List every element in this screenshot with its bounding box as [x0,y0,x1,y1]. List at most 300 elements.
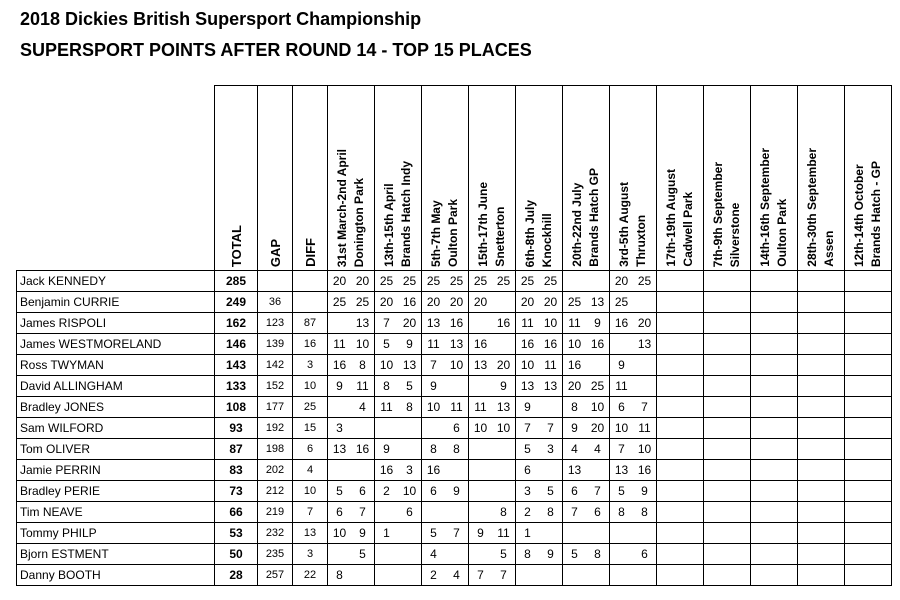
rider-diff: 25 [293,397,328,418]
rider-total: 28 [215,565,258,586]
round-points-cell [798,292,845,313]
race-points: 10 [332,526,347,540]
round-dates: 31st March-2nd April [335,148,349,267]
round-points-cell [375,397,422,418]
rider-row [17,376,892,397]
round-points-cell [845,439,892,460]
round-points-cell [751,439,798,460]
round-points-cell [375,544,422,565]
round-points-cell [516,418,563,439]
race-points: 20 [496,358,511,372]
race-points: 25 [637,274,652,288]
round-points-cell [375,334,422,355]
race-points: 1 [383,526,390,540]
round-points-cell [563,334,610,355]
race-points: 13 [543,379,558,393]
race-points: 25 [590,379,605,393]
round-points-cell [563,460,610,481]
round-points-cell [704,313,751,334]
race-points: 9 [359,526,366,540]
rider-total: 53 [215,523,258,544]
round-points-cell [328,271,375,292]
round-points-cell [610,355,657,376]
round-header [422,86,469,271]
rider-diff [293,271,328,292]
round-points-cell [751,271,798,292]
race-points: 8 [594,547,601,561]
rider-row [17,481,892,502]
round-points-cell [422,334,469,355]
round-points-cell [328,565,375,586]
round-points-cell [516,439,563,460]
race-points: 9 [430,379,437,393]
round-points-cell [704,334,751,355]
race-points: 3 [524,484,531,498]
race-points: 4 [571,442,578,456]
race-points: 13 [637,337,652,351]
race-points: 16 [379,463,394,477]
round-points-cell [469,292,516,313]
rider-row [17,565,892,586]
round-points-cell [375,271,422,292]
round-points-cell [328,544,375,565]
race-points: 16 [520,337,535,351]
round-points-cell [328,523,375,544]
round-points-cell [657,376,704,397]
race-points: 16 [473,337,488,351]
race-points: 5 [430,526,437,540]
rider-total: 162 [215,313,258,334]
round-dates: 5th-7th May [429,200,443,267]
round-venue: Snetterton [493,207,507,267]
round-points-cell [798,502,845,523]
round-points-cell [516,460,563,481]
round-points-cell [845,292,892,313]
rider-gap: 142 [258,355,293,376]
round-points-cell [469,397,516,418]
round-points-cell [422,544,469,565]
race-points: 25 [614,295,629,309]
race-points: 20 [332,274,347,288]
round-points-cell [845,565,892,586]
rider-name: Bjorn ESTMENT [17,544,215,565]
round-points-cell [845,544,892,565]
round-dates: 28th-30th September [805,148,819,267]
round-points-cell [751,397,798,418]
race-points: 8 [641,505,648,519]
rider-gap: 152 [258,376,293,397]
race-points: 7 [383,316,390,330]
race-points: 3 [547,442,554,456]
race-points: 16 [332,358,347,372]
race-points: 10 [567,337,582,351]
race-points: 25 [496,274,511,288]
round-points-cell [563,565,610,586]
race-points: 9 [336,379,343,393]
rider-row [17,439,892,460]
round-header [610,86,657,271]
race-points: 5 [336,484,343,498]
race-points: 11 [615,379,628,393]
round-points-cell [375,481,422,502]
race-points: 5 [406,379,413,393]
round-points-cell [563,313,610,334]
round-venue: Silverstone [728,202,742,267]
rider-name: Jack KENNEDY [17,271,215,292]
race-points: 10 [543,316,558,330]
race-points: 16 [402,295,417,309]
round-points-cell [375,523,422,544]
race-points: 6 [641,547,648,561]
rider-total: 83 [215,460,258,481]
round-points-cell [704,460,751,481]
race-points: 8 [571,400,578,414]
round-points-cell [704,502,751,523]
race-points: 11 [427,337,440,351]
race-points: 13 [449,337,464,351]
round-points-cell [516,313,563,334]
gap-header: GAP [258,86,293,271]
rider-gap: 139 [258,334,293,355]
rider-name: Bradley PERIE [17,481,215,502]
round-points-cell [563,523,610,544]
round-points-cell [516,502,563,523]
diff-header: DIFF [293,86,328,271]
race-points: 6 [453,421,460,435]
rider-row [17,418,892,439]
race-points: 13 [590,295,605,309]
race-points: 13 [520,379,535,393]
round-points-cell [751,544,798,565]
rider-row [17,460,892,481]
race-points: 8 [500,505,507,519]
round-points-cell [469,502,516,523]
rider-total: 87 [215,439,258,460]
rider-diff: 4 [293,460,328,481]
round-points-cell [563,376,610,397]
race-points: 25 [567,295,582,309]
round-points-cell [657,418,704,439]
race-points: 16 [637,463,652,477]
round-points-cell [516,355,563,376]
race-points: 9 [571,421,578,435]
round-venue: Donington Park [352,177,366,267]
race-points: 16 [543,337,558,351]
round-points-cell [798,565,845,586]
race-points: 9 [547,547,554,561]
race-points: 10 [379,358,394,372]
race-points: 8 [383,379,390,393]
race-points: 3 [406,463,413,477]
rider-diff: 7 [293,502,328,523]
round-points-cell [469,355,516,376]
race-points: 5 [359,547,366,561]
round-header [751,86,798,271]
rider-diff: 10 [293,481,328,502]
race-points: 11 [450,400,463,414]
rider-diff: 6 [293,439,328,460]
race-points: 7 [359,505,366,519]
rider-gap: 219 [258,502,293,523]
rider-name: Jamie PERRIN [17,460,215,481]
rider-gap [258,271,293,292]
round-points-cell [751,334,798,355]
round-points-cell [845,355,892,376]
round-points-cell [657,292,704,313]
round-header [704,86,751,271]
round-points-cell [704,418,751,439]
race-points: 11 [497,526,510,540]
round-venue: Brands Hatch Indy [399,160,413,267]
round-points-cell [798,271,845,292]
rider-row [17,271,892,292]
rider-name: James WESTMORELAND [17,334,215,355]
race-points: 20 [637,316,652,330]
round-points-cell [469,460,516,481]
round-points-cell [469,271,516,292]
race-points: 11 [474,400,487,414]
round-points-cell [469,376,516,397]
race-points: 20 [520,295,535,309]
round-points-cell [610,544,657,565]
round-points-cell [610,523,657,544]
round-venue: Brands Hatch - GP [869,160,883,267]
round-points-cell [798,397,845,418]
round-points-cell [610,481,657,502]
race-points: 6 [618,400,625,414]
round-points-cell [798,313,845,334]
race-points: 9 [383,442,390,456]
round-dates: 20th-22nd July [570,182,584,267]
round-header [516,86,563,271]
round-points-cell [798,376,845,397]
race-points: 25 [473,274,488,288]
round-points-cell [657,544,704,565]
round-points-cell [610,418,657,439]
race-points: 9 [618,358,625,372]
rider-diff: 15 [293,418,328,439]
round-points-cell [845,271,892,292]
round-points-cell [610,292,657,313]
round-venue: Cadwell Park [681,192,695,267]
rider-name: David ALLINGHAM [17,376,215,397]
page-title: 2018 Dickies British Supersport Championship [20,9,422,29]
race-points: 2 [430,568,437,582]
round-points-cell [516,334,563,355]
race-points: 5 [571,547,578,561]
race-points: 2 [383,484,390,498]
round-points-cell [516,523,563,544]
race-points: 16 [449,316,464,330]
round-points-cell [657,397,704,418]
round-points-cell [704,376,751,397]
race-points: 3 [336,421,343,435]
race-points: 9 [477,526,484,540]
race-points: 20 [614,274,629,288]
race-points: 25 [543,274,558,288]
round-points-cell [657,355,704,376]
round-points-cell [798,439,845,460]
rider-row [17,397,892,418]
race-points: 8 [336,568,343,582]
round-points-cell [328,418,375,439]
race-points: 6 [430,484,437,498]
race-points: 7 [477,568,484,582]
race-points: 20 [567,379,582,393]
race-points: 4 [430,547,437,561]
race-points: 16 [614,316,629,330]
race-points: 6 [359,484,366,498]
race-points: 5 [618,484,625,498]
race-points: 5 [547,484,554,498]
rider-gap: 36 [258,292,293,313]
round-points-cell [328,460,375,481]
rider-diff: 22 [293,565,328,586]
race-points: 25 [332,295,347,309]
rider-total: 73 [215,481,258,502]
race-points: 10 [402,484,417,498]
round-points-cell [657,523,704,544]
race-points: 13 [614,463,629,477]
rider-diff: 87 [293,313,328,334]
round-points-cell [375,376,422,397]
round-points-cell [422,292,469,313]
race-points: 10 [520,358,535,372]
rider-diff: 3 [293,355,328,376]
round-points-cell [563,418,610,439]
rider-name: Bradley JONES [17,397,215,418]
round-points-cell [704,523,751,544]
round-points-cell [657,334,704,355]
round-points-cell [751,523,798,544]
race-points: 20 [449,295,464,309]
round-points-cell [422,460,469,481]
round-header [375,86,422,271]
race-points: 7 [547,421,554,435]
rider-gap: 257 [258,565,293,586]
round-points-cell [610,397,657,418]
round-points-cell [798,523,845,544]
rider-name: Tim NEAVE [17,502,215,523]
round-points-cell [328,313,375,334]
round-points-cell [563,544,610,565]
round-dates: 17th-19th August [664,169,678,267]
race-points: 25 [426,274,441,288]
race-points: 9 [500,379,507,393]
round-points-cell [610,502,657,523]
round-points-cell [845,418,892,439]
round-dates: 14th-16th September [758,148,772,267]
round-points-cell [845,313,892,334]
race-points: 6 [406,505,413,519]
race-points: 16 [496,316,511,330]
round-points-cell [845,502,892,523]
race-points: 11 [333,337,346,351]
rider-total: 249 [215,292,258,313]
round-venue: Brands Hatch GP [587,168,601,267]
round-venue: Knockhill [540,212,554,267]
round-points-cell [422,397,469,418]
round-points-cell [328,397,375,418]
round-points-cell [516,544,563,565]
rider-diff: 3 [293,544,328,565]
rider-row [17,334,892,355]
race-points: 5 [500,547,507,561]
round-points-cell [469,544,516,565]
round-points-cell [751,460,798,481]
standings-body [17,271,892,586]
round-points-cell [422,313,469,334]
round-points-cell [328,502,375,523]
round-points-cell [469,334,516,355]
round-header [798,86,845,271]
race-points: 7 [618,442,625,456]
race-points: 7 [594,484,601,498]
race-points: 9 [524,400,531,414]
race-points: 11 [356,379,369,393]
round-points-cell [422,523,469,544]
standings-table [16,85,892,586]
race-points: 20 [379,295,394,309]
round-points-cell [469,565,516,586]
round-points-cell [469,418,516,439]
round-dates: 3rd-5th August [617,182,631,267]
round-points-cell [375,355,422,376]
rider-total: 66 [215,502,258,523]
race-points: 8 [453,442,460,456]
rider-gap: 177 [258,397,293,418]
race-points: 6 [524,463,531,477]
rider-row [17,292,892,313]
race-points: 25 [402,274,417,288]
race-points: 13 [402,358,417,372]
blank-header-cell [17,86,215,271]
race-points: 11 [521,316,534,330]
race-points: 11 [638,421,651,435]
round-header [845,86,892,271]
race-points: 20 [355,274,370,288]
rider-total: 50 [215,544,258,565]
round-points-cell [375,502,422,523]
race-points: 5 [524,442,531,456]
round-points-cell [704,544,751,565]
round-points-cell [751,376,798,397]
race-points: 13 [567,463,582,477]
race-points: 13 [473,358,488,372]
rider-gap: 198 [258,439,293,460]
race-points: 8 [618,505,625,519]
race-points: 7 [500,568,507,582]
rider-total: 146 [215,334,258,355]
round-points-cell [469,313,516,334]
race-points: 11 [544,358,557,372]
page-subtitle: SUPERSPORT POINTS AFTER ROUND 14 - TOP 15 PLACES [20,40,532,60]
round-points-cell [657,313,704,334]
race-points: 20 [590,421,605,435]
round-venue: Oulton Park [446,198,460,267]
rider-name: Danny BOOTH [17,565,215,586]
round-points-cell [610,334,657,355]
round-points-cell [610,565,657,586]
race-points: 10 [496,421,511,435]
round-points-cell [704,439,751,460]
race-points: 20 [426,295,441,309]
round-points-cell [798,544,845,565]
round-points-cell [845,460,892,481]
race-points: 10 [590,400,605,414]
rider-name: Ross TWYMAN [17,355,215,376]
round-points-cell [751,355,798,376]
